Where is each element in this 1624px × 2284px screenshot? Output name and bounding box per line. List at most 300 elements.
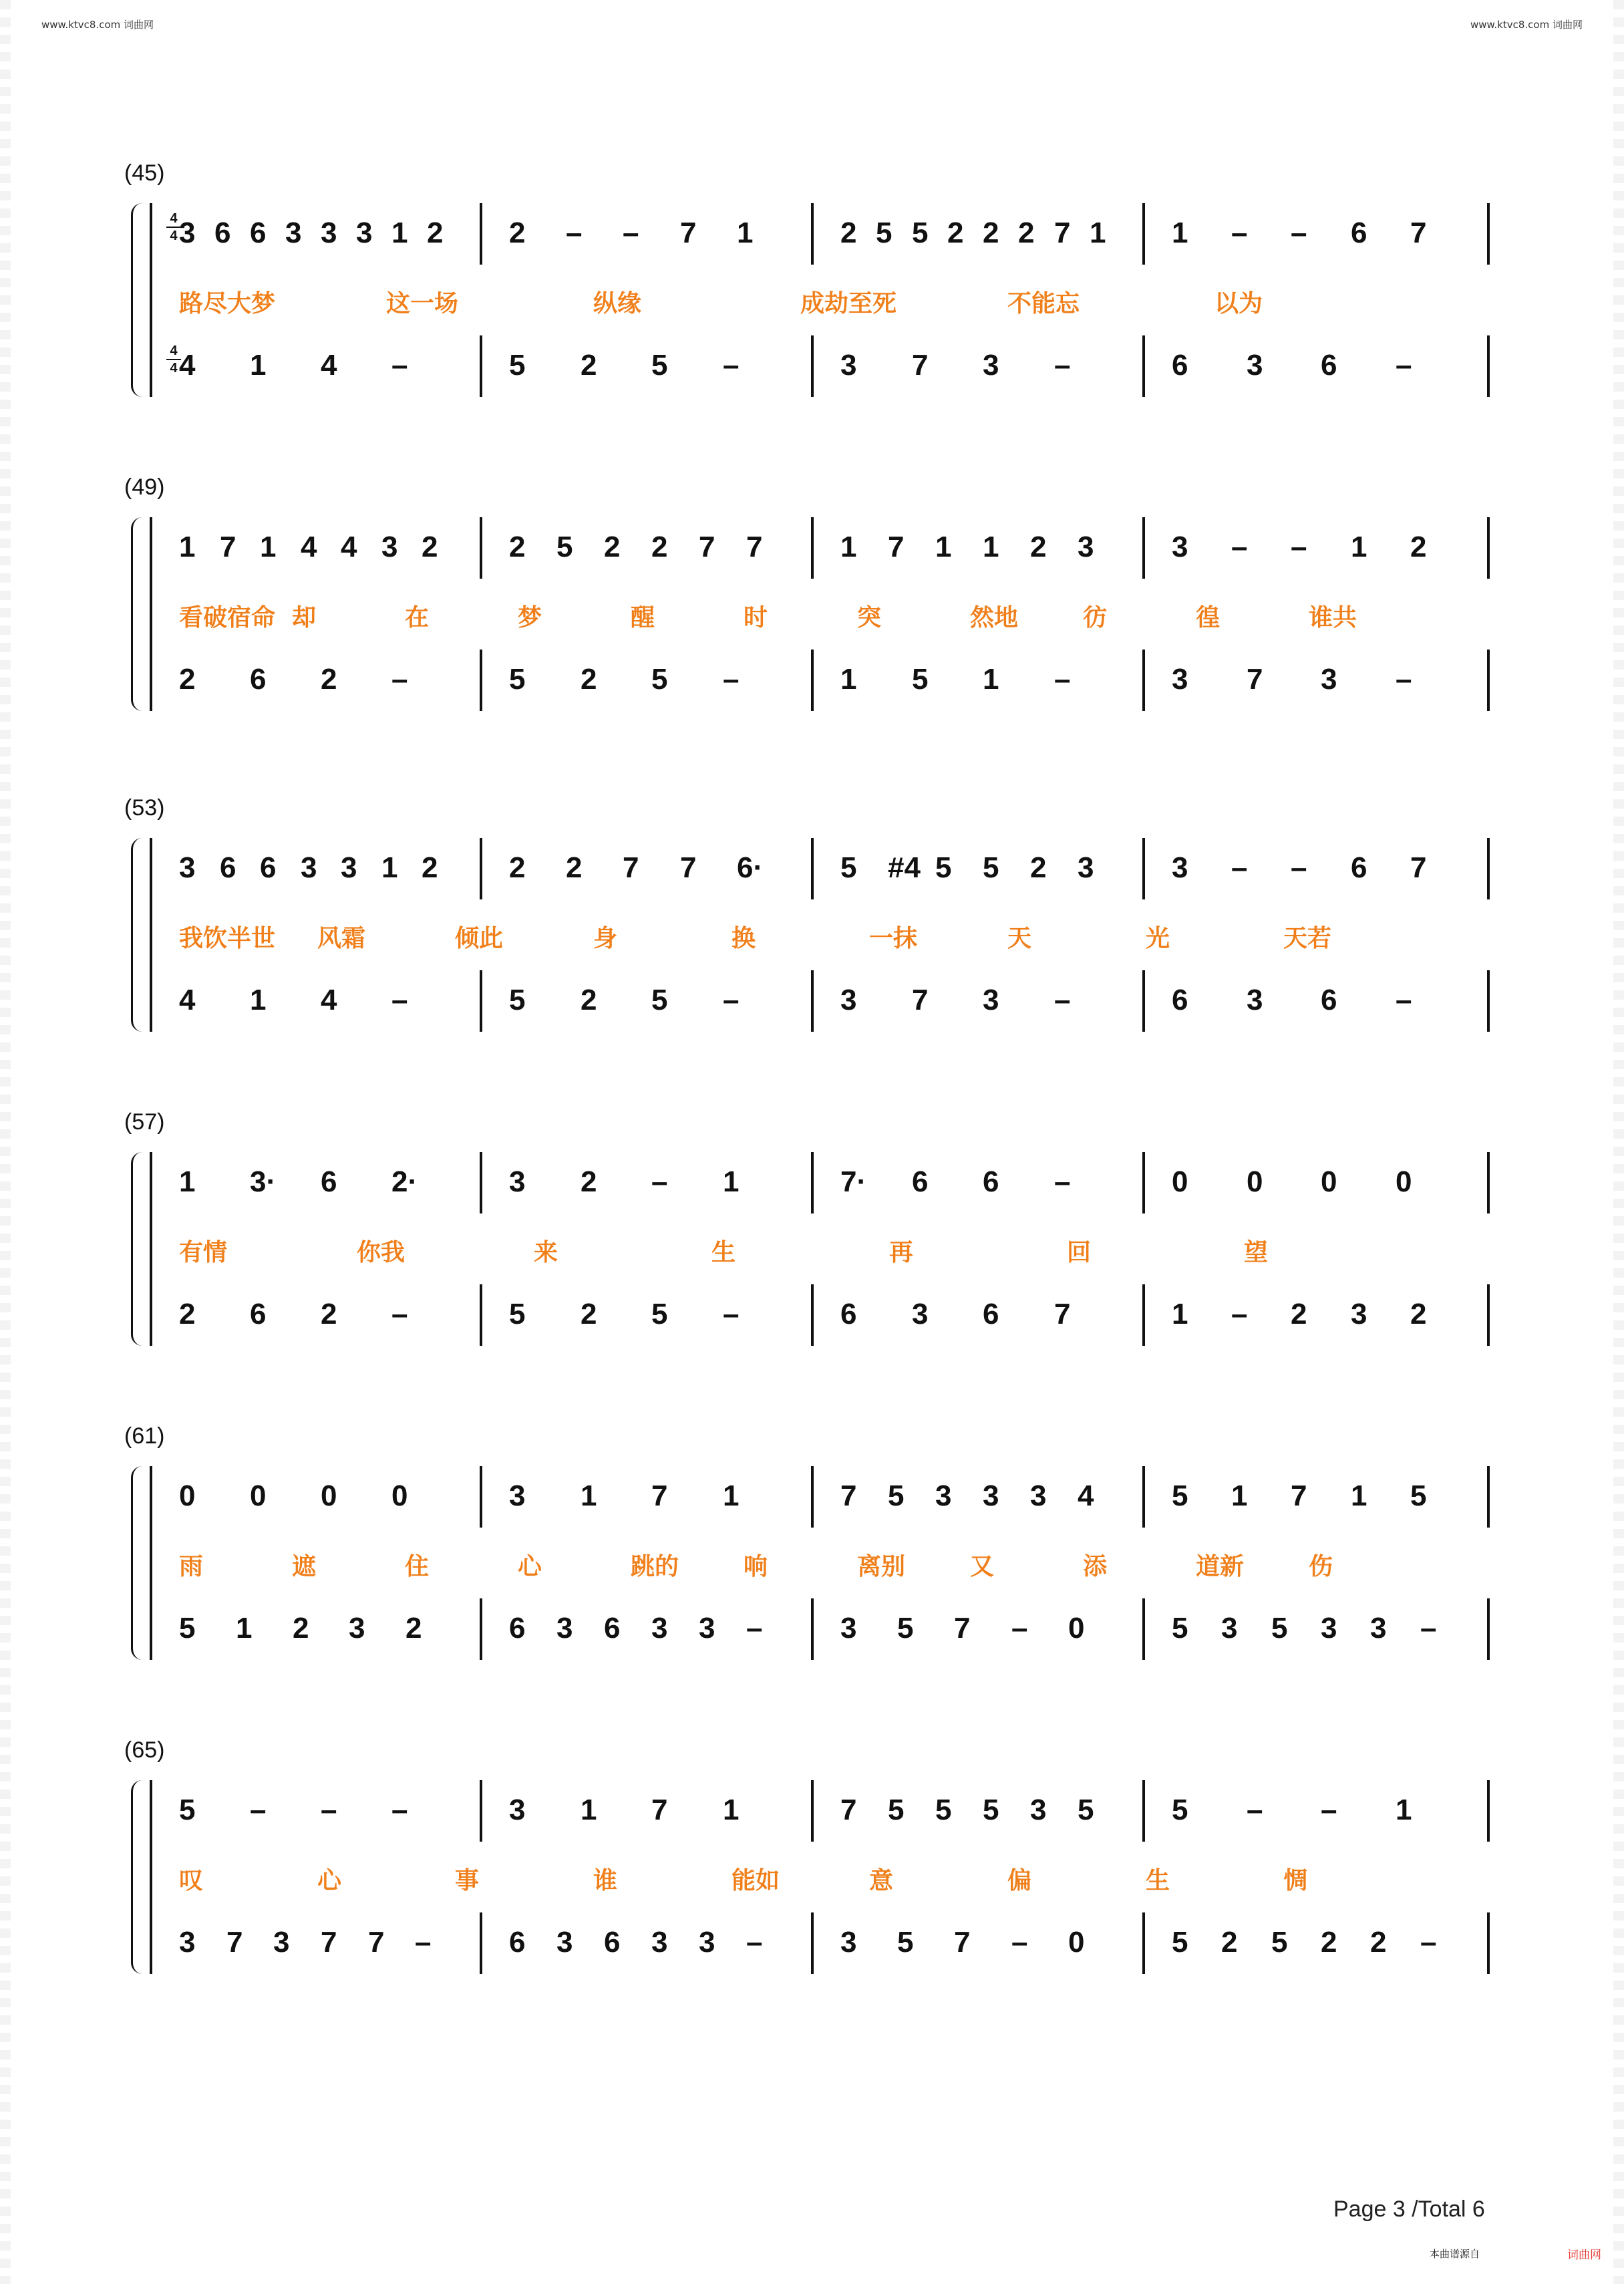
melody-note: 1 xyxy=(983,531,999,563)
melody-note: 6 xyxy=(321,1165,337,1198)
melody-note: 5 xyxy=(888,1794,905,1826)
bass-note: – xyxy=(1011,1926,1028,1959)
left-margin-strip xyxy=(0,0,11,2284)
lyric: 偏 xyxy=(1007,1867,1032,1894)
source-note: 本曲谱源自 xyxy=(1430,2248,1480,2260)
melody-note: 0 xyxy=(391,1479,408,1512)
melody-note: – xyxy=(391,1794,408,1826)
score-system xyxy=(124,474,1490,715)
melody-note: 0 xyxy=(179,1479,196,1512)
melody-note: 4 xyxy=(301,531,317,563)
melody-note: 6· xyxy=(737,851,764,884)
bass-note: 7 xyxy=(321,1926,337,1959)
melody-note: 3 xyxy=(509,1794,526,1826)
bass-note: 3 xyxy=(1247,984,1263,1016)
bass-note: 5 xyxy=(509,984,526,1016)
lyric: 路尽大梦 xyxy=(179,290,276,317)
melody-note: 3 xyxy=(179,217,196,249)
melody-note: 2· xyxy=(391,1165,418,1198)
measure-number: (65) xyxy=(124,1737,165,1763)
melody-note: 0 xyxy=(250,1479,267,1512)
lyric: 梦 xyxy=(518,604,542,631)
bass-note: 5 xyxy=(1172,1926,1188,1959)
bass-note: 6 xyxy=(604,1612,621,1645)
bass-note: 0 xyxy=(1068,1612,1085,1645)
bass-note: 5 xyxy=(651,663,668,696)
ts-bottom: 4 xyxy=(170,361,178,376)
bass-note: – xyxy=(1054,349,1071,382)
melody-note: 5 xyxy=(983,851,999,884)
bass-note: 6 xyxy=(250,663,267,696)
bass-note: 7 xyxy=(954,1612,971,1645)
lyric: 天若 xyxy=(1283,925,1332,952)
lyric: 又 xyxy=(970,1553,995,1580)
bass-staff xyxy=(150,335,1490,397)
system-brace xyxy=(131,203,142,397)
bass-staff xyxy=(150,1598,1490,1660)
melody-note: – xyxy=(1231,217,1248,249)
melody-note: – xyxy=(250,1794,267,1826)
melody-note: 7 xyxy=(680,851,697,884)
melody-notes xyxy=(150,1479,1490,1520)
page-number: Page 3 /Total 6 xyxy=(1333,2196,1485,2222)
lyric: 倾此 xyxy=(455,925,504,952)
system-brace xyxy=(131,1780,142,1974)
bass-note: 2 xyxy=(1221,1926,1238,1959)
lyric: 心 xyxy=(317,1867,342,1894)
lyric: 看破宿命 xyxy=(179,604,276,631)
bass-note: 3 xyxy=(699,1926,715,1959)
melody-note: 2 xyxy=(509,851,526,884)
bass-note: 2 xyxy=(179,1298,196,1330)
bass-note: – xyxy=(1396,349,1412,382)
lyric: 彷 xyxy=(1083,604,1108,631)
system-brace xyxy=(131,838,142,1032)
lyric: 生 xyxy=(1146,1867,1170,1894)
melody-note: – xyxy=(623,217,639,249)
bass-note: 4 xyxy=(179,349,196,382)
melody-note: 7 xyxy=(680,217,697,249)
bass-note: – xyxy=(1054,663,1071,696)
melody-note: 2 xyxy=(840,217,857,249)
system-brace xyxy=(131,1152,142,1346)
melody-note: 1 xyxy=(840,531,857,563)
melody-note: 3 xyxy=(179,851,196,884)
bass-note: 5 xyxy=(509,1298,526,1330)
measure-number: (45) xyxy=(124,160,165,186)
lyric: 跳的 xyxy=(631,1553,679,1580)
bass-note: 3 xyxy=(651,1612,668,1645)
bass-note: 2 xyxy=(1410,1298,1427,1330)
melody-staff xyxy=(150,1780,1490,1842)
bass-note: 6 xyxy=(1172,984,1188,1016)
bass-note: 3 xyxy=(1321,1612,1337,1645)
bass-note: 3 xyxy=(1221,1612,1238,1645)
melody-note: 2 xyxy=(1018,217,1035,249)
melody-note: 0 xyxy=(1321,1165,1337,1198)
melody-note: 4 xyxy=(341,531,357,563)
bass-note: 4 xyxy=(321,984,337,1016)
bass-notes xyxy=(150,984,1490,1024)
bass-note: 3 xyxy=(349,1612,365,1645)
measure-number: (49) xyxy=(124,474,165,500)
lyric: 响 xyxy=(744,1553,768,1580)
melody-note: 3 xyxy=(285,217,302,249)
melody-note: 7 xyxy=(699,531,715,563)
score-system xyxy=(124,160,1490,401)
bass-note: – xyxy=(723,984,740,1016)
lyric: 再 xyxy=(889,1239,914,1266)
melody-note: 7 xyxy=(840,1794,857,1826)
bass-note: 3 xyxy=(840,984,857,1016)
bass-note: 5 xyxy=(651,1298,668,1330)
lyric: 有情 xyxy=(179,1239,228,1266)
melody-note: – xyxy=(1247,1794,1263,1826)
melody-note: 3 xyxy=(1078,531,1094,563)
lyric: 谁共 xyxy=(1309,604,1357,631)
bass-note: – xyxy=(1396,984,1412,1016)
bass-notes xyxy=(150,1298,1490,1338)
bass-note: 3 xyxy=(840,1612,857,1645)
bass-note: 2 xyxy=(293,1612,309,1645)
bass-staff xyxy=(150,970,1490,1032)
bass-note: 2 xyxy=(581,1298,597,1330)
bass-note: – xyxy=(1011,1612,1028,1645)
bass-note: – xyxy=(1420,1612,1437,1645)
melody-note: 3 xyxy=(381,531,398,563)
lyric: 我饮半世 xyxy=(179,925,276,952)
melody-note: 7 xyxy=(1410,217,1427,249)
lyric: 以为 xyxy=(1214,290,1263,317)
melody-note: 2 xyxy=(983,217,999,249)
bass-note: – xyxy=(1231,1298,1248,1330)
melody-note: 7 xyxy=(651,1479,668,1512)
lyric: 却 xyxy=(292,604,317,631)
melody-note: 2 xyxy=(1030,531,1047,563)
melody-note: 6 xyxy=(220,851,236,884)
bass-note: 6 xyxy=(840,1298,857,1330)
melody-note: 1 xyxy=(581,1479,597,1512)
melody-note: 5 xyxy=(983,1794,999,1826)
bass-staff xyxy=(150,1284,1490,1346)
ts-top: 4 xyxy=(170,211,178,226)
bass-note: 3 xyxy=(1321,663,1337,696)
melody-note: 2 xyxy=(422,851,438,884)
bass-notes xyxy=(150,1926,1490,1966)
bass-note: 5 xyxy=(509,349,526,382)
bass-note: 7 xyxy=(368,1926,385,1959)
melody-note: 7 xyxy=(1291,1479,1307,1512)
bass-note: 3 xyxy=(912,1298,929,1330)
lyrics-row xyxy=(150,599,1490,639)
melody-note: 5 xyxy=(888,1479,905,1512)
lyric: 回 xyxy=(1067,1239,1092,1266)
bass-note: – xyxy=(391,984,408,1016)
site-logo: 词曲网 xyxy=(1567,2249,1601,2262)
melody-note: 0 xyxy=(1172,1165,1188,1198)
melody-note: – xyxy=(566,217,583,249)
measure-number: (57) xyxy=(124,1109,165,1135)
bass-notes xyxy=(150,1612,1490,1652)
bass-note: 3 xyxy=(1370,1612,1387,1645)
lyric: 惆 xyxy=(1283,1867,1308,1894)
melody-staff xyxy=(150,203,1490,265)
melody-note: 1 xyxy=(391,217,408,249)
bass-note: 2 xyxy=(179,663,196,696)
melody-note: 2 xyxy=(651,531,668,563)
bass-note: 1 xyxy=(236,1612,253,1645)
bass-note: 5 xyxy=(1271,1612,1288,1645)
bass-note: – xyxy=(746,1612,763,1645)
melody-note: 3 xyxy=(356,217,373,249)
bass-note: 2 xyxy=(1370,1926,1387,1959)
lyric: 时 xyxy=(744,604,768,631)
melody-notes xyxy=(150,851,1490,891)
lyric: 你我 xyxy=(357,1239,405,1266)
melody-staff xyxy=(150,838,1490,899)
bass-note: 3 xyxy=(1172,663,1188,696)
bass-note: 4 xyxy=(179,984,196,1016)
melody-note: 2 xyxy=(566,851,583,884)
bass-staff xyxy=(150,1912,1490,1974)
lyrics-row xyxy=(150,1548,1490,1588)
melody-note: 5 xyxy=(1172,1794,1188,1826)
bass-note: 1 xyxy=(983,663,999,696)
bass-note: – xyxy=(391,349,408,382)
melody-staff xyxy=(150,517,1490,579)
bass-note: 2 xyxy=(1321,1926,1337,1959)
lyric: 风霜 xyxy=(317,925,366,952)
melody-note: 3 xyxy=(1030,1479,1047,1512)
melody-note: 3 xyxy=(1172,531,1188,563)
melody-note: #4 xyxy=(888,851,921,884)
melody-note: 1 xyxy=(381,851,398,884)
melody-note: 7 xyxy=(220,531,236,563)
bass-note: 5 xyxy=(651,349,668,382)
melody-note: 1 xyxy=(260,531,277,563)
bass-note: – xyxy=(391,663,408,696)
melody-note: 5 xyxy=(1172,1479,1188,1512)
melody-note: 2 xyxy=(422,531,438,563)
bass-note: 5 xyxy=(912,663,929,696)
melody-note: 1 xyxy=(179,531,196,563)
header-right: www.ktvc8.com 词曲网 xyxy=(1470,19,1583,31)
bass-note: 5 xyxy=(897,1926,914,1959)
melody-note: 2 xyxy=(509,217,526,249)
right-margin-strip xyxy=(1613,0,1624,2284)
melody-note: – xyxy=(1291,531,1307,563)
lyrics-row xyxy=(150,919,1490,960)
melody-note: 1 xyxy=(1172,217,1188,249)
melody-note: 1 xyxy=(1351,1479,1367,1512)
bass-note: 5 xyxy=(1271,1926,1288,1959)
melody-note: 3 xyxy=(301,851,317,884)
melody-staff xyxy=(150,1152,1490,1214)
melody-notes xyxy=(150,217,1490,257)
melody-note: 1 xyxy=(935,531,952,563)
melody-note: 5 xyxy=(1078,1794,1094,1826)
melody-note: 3· xyxy=(250,1165,277,1198)
bass-note: 7 xyxy=(226,1926,243,1959)
melody-note: 0 xyxy=(1396,1165,1412,1198)
bass-note: – xyxy=(746,1926,763,1959)
bass-note: – xyxy=(723,1298,740,1330)
melody-note: 3 xyxy=(983,1479,999,1512)
melody-note: 7 xyxy=(746,531,763,563)
bass-note: 6 xyxy=(604,1926,621,1959)
lyric: 这一场 xyxy=(386,290,459,317)
score-system xyxy=(124,1737,1490,1978)
bass-note: 3 xyxy=(651,1926,668,1959)
bass-note: 1 xyxy=(1172,1298,1188,1330)
lyric: 突 xyxy=(857,604,882,631)
melody-note: 2 xyxy=(427,217,444,249)
lyric: 不能忘 xyxy=(1007,290,1080,317)
bass-note: 3 xyxy=(983,349,999,382)
melody-note: – xyxy=(1291,851,1307,884)
bass-note: 2 xyxy=(1291,1298,1307,1330)
melody-note: 6 xyxy=(912,1165,929,1198)
lyric: 在 xyxy=(405,604,430,631)
lyric: 伤 xyxy=(1309,1553,1333,1580)
lyric: 能如 xyxy=(732,1867,780,1894)
bass-note: 5 xyxy=(651,984,668,1016)
bass-note: 7 xyxy=(1247,663,1263,696)
lyric: 雨 xyxy=(179,1553,204,1580)
bass-note: 3 xyxy=(840,1926,857,1959)
melody-note: 1 xyxy=(1351,531,1367,563)
melody-note: 3 xyxy=(321,217,337,249)
bass-note: – xyxy=(391,1298,408,1330)
melody-note: – xyxy=(1231,531,1248,563)
lyric: 身 xyxy=(593,925,618,952)
melody-note: 5 xyxy=(556,531,573,563)
lyric: 意 xyxy=(869,1867,894,1894)
bass-note: 7 xyxy=(912,984,929,1016)
bass-note: 2 xyxy=(321,1298,337,1330)
bass-note: 7 xyxy=(1054,1298,1071,1330)
lyric: 然地 xyxy=(970,604,1019,631)
lyric: 离别 xyxy=(857,1553,906,1580)
lyric: 一抹 xyxy=(869,925,918,952)
melody-note: – xyxy=(651,1165,668,1198)
lyric: 来 xyxy=(534,1239,558,1266)
bass-note: – xyxy=(723,349,740,382)
melody-note: – xyxy=(1291,217,1307,249)
lyric: 纵缘 xyxy=(593,290,642,317)
melody-note: 7 xyxy=(651,1794,668,1826)
melody-note: 5 xyxy=(912,217,929,249)
melody-note: 1 xyxy=(723,1479,740,1512)
melody-notes xyxy=(150,1794,1490,1834)
bass-note: 3 xyxy=(983,984,999,1016)
bass-notes xyxy=(150,663,1490,703)
lyric: 添 xyxy=(1083,1553,1108,1580)
lyric: 事 xyxy=(455,1867,480,1894)
lyric: 光 xyxy=(1146,925,1170,952)
melody-note: 1 xyxy=(723,1165,740,1198)
melody-note: 7 xyxy=(840,1479,857,1512)
bass-note: – xyxy=(1396,663,1412,696)
melody-note: 6 xyxy=(1351,851,1367,884)
measure-number: (53) xyxy=(124,795,165,821)
melody-note: 5 xyxy=(1410,1479,1427,1512)
bass-note: – xyxy=(415,1926,432,1959)
melody-note: 4 xyxy=(1078,1479,1094,1512)
bass-note: 5 xyxy=(1172,1612,1188,1645)
bass-note: 6 xyxy=(250,1298,267,1330)
bass-note: 0 xyxy=(1068,1926,1085,1959)
melody-note: 1 xyxy=(1090,217,1106,249)
melody-note: 3 xyxy=(509,1479,526,1512)
system-brace xyxy=(131,517,142,711)
melody-note: 3 xyxy=(1078,851,1094,884)
melody-note: 6 xyxy=(983,1165,999,1198)
melody-note: 2 xyxy=(1410,531,1427,563)
system-brace xyxy=(131,1466,142,1660)
bass-note: 1 xyxy=(250,984,267,1016)
melody-note: 3 xyxy=(509,1165,526,1198)
lyric: 醒 xyxy=(631,604,655,631)
melody-note: 1 xyxy=(723,1794,740,1826)
score-system xyxy=(124,1423,1490,1664)
bass-note: 6 xyxy=(1321,349,1337,382)
bass-note: 6 xyxy=(1321,984,1337,1016)
lyric: 遮 xyxy=(292,1553,317,1580)
lyric: 望 xyxy=(1244,1239,1269,1266)
melody-note: 0 xyxy=(1247,1165,1263,1198)
melody-note: 3 xyxy=(1030,1794,1047,1826)
bass-note: 6 xyxy=(983,1298,999,1330)
header-left: www.ktvc8.com 词曲网 xyxy=(41,19,154,31)
bass-note: – xyxy=(1054,984,1071,1016)
melody-note: 5 xyxy=(840,851,857,884)
lyric: 住 xyxy=(405,1553,430,1580)
melody-note: 1 xyxy=(1396,1794,1412,1826)
bass-note: 6 xyxy=(509,1926,526,1959)
bass-note: 3 xyxy=(840,349,857,382)
melody-note: 6 xyxy=(1351,217,1367,249)
bass-note: 6 xyxy=(1172,349,1188,382)
lyric: 成劫至死 xyxy=(800,290,897,317)
melody-note: 7 xyxy=(623,851,639,884)
melody-note: 2 xyxy=(509,531,526,563)
melody-note: 3 xyxy=(1172,851,1188,884)
melody-note: 5 xyxy=(935,851,952,884)
melody-note: – xyxy=(321,1794,337,1826)
bass-note: 7 xyxy=(912,349,929,382)
melody-note: 1 xyxy=(581,1794,597,1826)
lyric: 道新 xyxy=(1196,1553,1245,1580)
lyric: 叹 xyxy=(179,1867,204,1894)
bass-note: 3 xyxy=(1247,349,1263,382)
melody-note: 1 xyxy=(737,217,754,249)
bass-note: 5 xyxy=(897,1612,914,1645)
bass-note: 7 xyxy=(954,1926,971,1959)
score-system xyxy=(124,1109,1490,1350)
bass-note: 2 xyxy=(581,349,597,382)
bass-note: 2 xyxy=(581,663,597,696)
measure-number: (61) xyxy=(124,1423,165,1449)
melody-note: 1 xyxy=(179,1165,196,1198)
melody-note: – xyxy=(1231,851,1248,884)
melody-note: 6 xyxy=(260,851,277,884)
bass-note: 2 xyxy=(581,984,597,1016)
melody-note: – xyxy=(1321,1794,1337,1826)
bass-note: 3 xyxy=(1351,1298,1367,1330)
melody-note: 7· xyxy=(840,1165,867,1198)
bass-note: 6 xyxy=(509,1612,526,1645)
